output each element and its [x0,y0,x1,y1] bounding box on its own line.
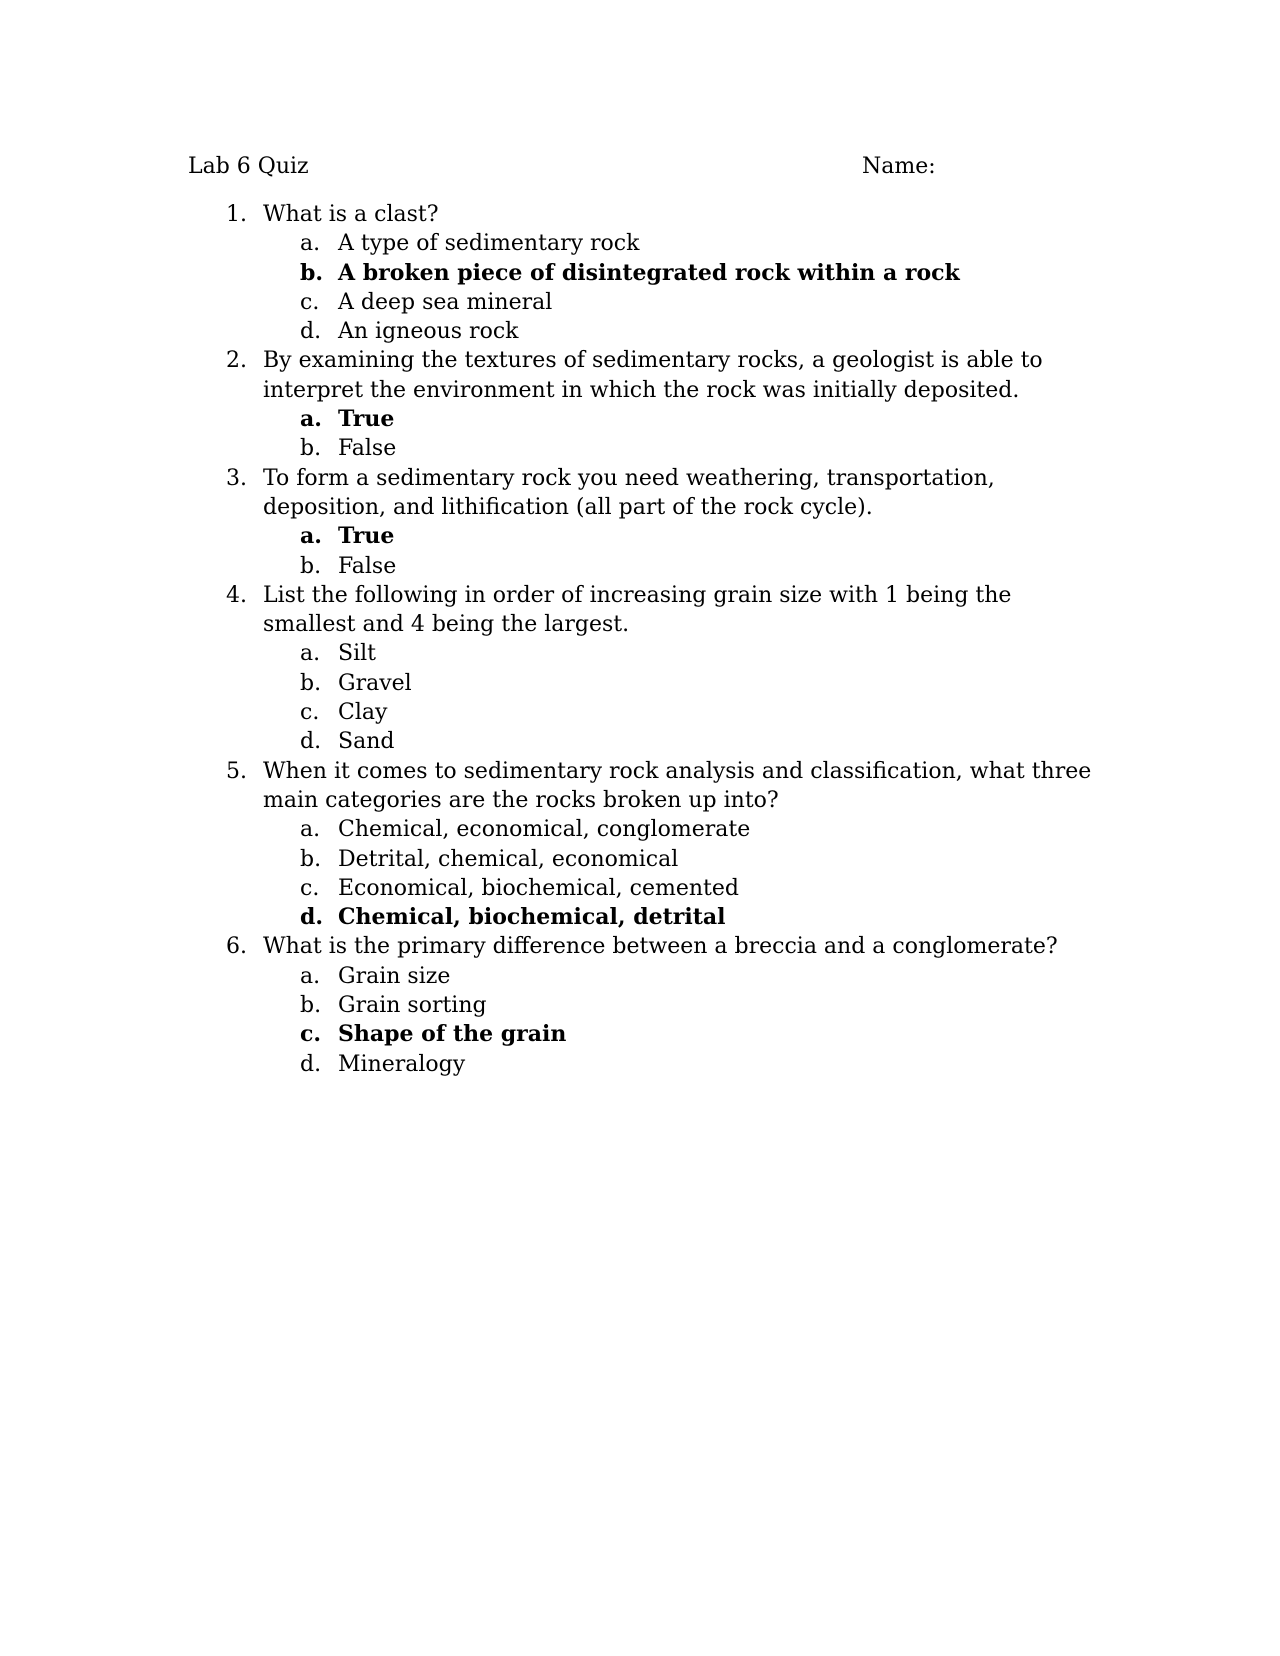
option-letter: b. [300,553,322,579]
option-b [0,434,1280,463]
question-text: What is a clast? [263,202,439,227]
option-text: A type of sedimentary rock [338,231,640,257]
option-text: Clay [338,700,388,726]
option-letter: d. [300,729,322,755]
option-a [0,962,1280,991]
option-b [0,669,1280,698]
quiz-title: Lab 6 Quiz [188,154,309,179]
option-b [0,991,1280,1020]
option-a-correct [0,522,1280,551]
question-number: 4. [226,582,247,608]
option-letter: c. [300,289,320,315]
option-text: Detrital, chemical, economical [338,846,679,872]
option-text: True [338,406,395,433]
question-text: What is the primary difference between a breccia and a conglomerate? [263,934,1058,960]
question-list [0,200,1280,1079]
question-3 [0,464,1280,581]
option-a [0,815,1280,844]
question-text: By examining the textures of sedimentary rocks, a geologist is able to interpret the environment in which the rock was initially deposited. [263,348,1043,403]
option-c [0,874,1280,903]
option-text: An igneous rock [338,319,519,345]
option-letter: c. [300,875,320,901]
option-c [0,698,1280,727]
option-letter: d. [300,1051,322,1077]
option-letter: b. [300,259,324,286]
option-text: True [338,523,395,550]
question-text: When it comes to sedimentary rock analysis and classification, what three main categories are the rocks broken up into? [263,758,1092,813]
option-text: Silt [338,641,376,667]
option-letter: a. [300,817,321,843]
question-text: To form a sedimentary rock you need weathering, transportation, deposition, and lithification (all part of the rock cycle). [263,465,995,520]
question-number: 2. [226,348,247,374]
option-letter: a. [300,231,321,257]
option-letter: a. [300,406,322,433]
option-text: Shape of the grain [338,1021,567,1048]
question-6 [0,932,1280,1078]
option-a-correct [0,405,1280,434]
quiz-header [188,152,948,182]
option-text: False [338,553,397,579]
option-b-correct [0,259,1280,288]
question-number: 1. [226,202,247,227]
option-d [0,727,1280,756]
question-number: 5. [226,758,247,784]
option-text: Grain sorting [338,993,487,1019]
option-letter: d. [300,319,322,345]
option-text: Chemical, economical, conglomerate [338,817,751,843]
question-2 [0,346,1280,463]
option-b [0,845,1280,874]
question-number: 6. [226,934,247,960]
option-c-correct [0,1020,1280,1049]
option-d-correct [0,903,1280,932]
option-letter: a. [300,641,321,667]
question-4 [0,581,1280,757]
option-text: Mineralogy [338,1051,466,1077]
option-letter: b. [300,436,322,462]
option-letter: c. [300,700,320,726]
option-letter: b. [300,670,322,696]
question-5 [0,757,1280,933]
option-letter: d. [300,904,324,931]
option-letter: b. [300,993,322,1019]
option-d [0,1050,1280,1079]
option-a [0,639,1280,668]
option-letter: b. [300,846,322,872]
option-letter: c. [300,1021,322,1048]
option-letter: a. [300,963,321,989]
option-letter: a. [300,523,322,550]
option-text: A deep sea mineral [338,289,553,315]
option-text: False [338,436,397,462]
option-c [0,288,1280,317]
option-text: Chemical, biochemical, detrital [338,904,726,931]
option-a [0,229,1280,258]
question-number: 3. [226,465,247,491]
option-text: Grain size [338,963,451,989]
option-text: Sand [338,729,395,755]
option-b [0,552,1280,581]
option-text: Gravel [338,670,412,696]
option-text: A broken piece of disintegrated rock within a rock [338,259,960,286]
question-1 [0,200,1280,346]
name-label: Name: [862,154,936,179]
option-text: Economical, biochemical, cemented [338,875,739,901]
option-d [0,317,1280,346]
question-text: List the following in order of increasing grain size with 1 being the smallest and 4 being the largest. [263,582,1012,638]
